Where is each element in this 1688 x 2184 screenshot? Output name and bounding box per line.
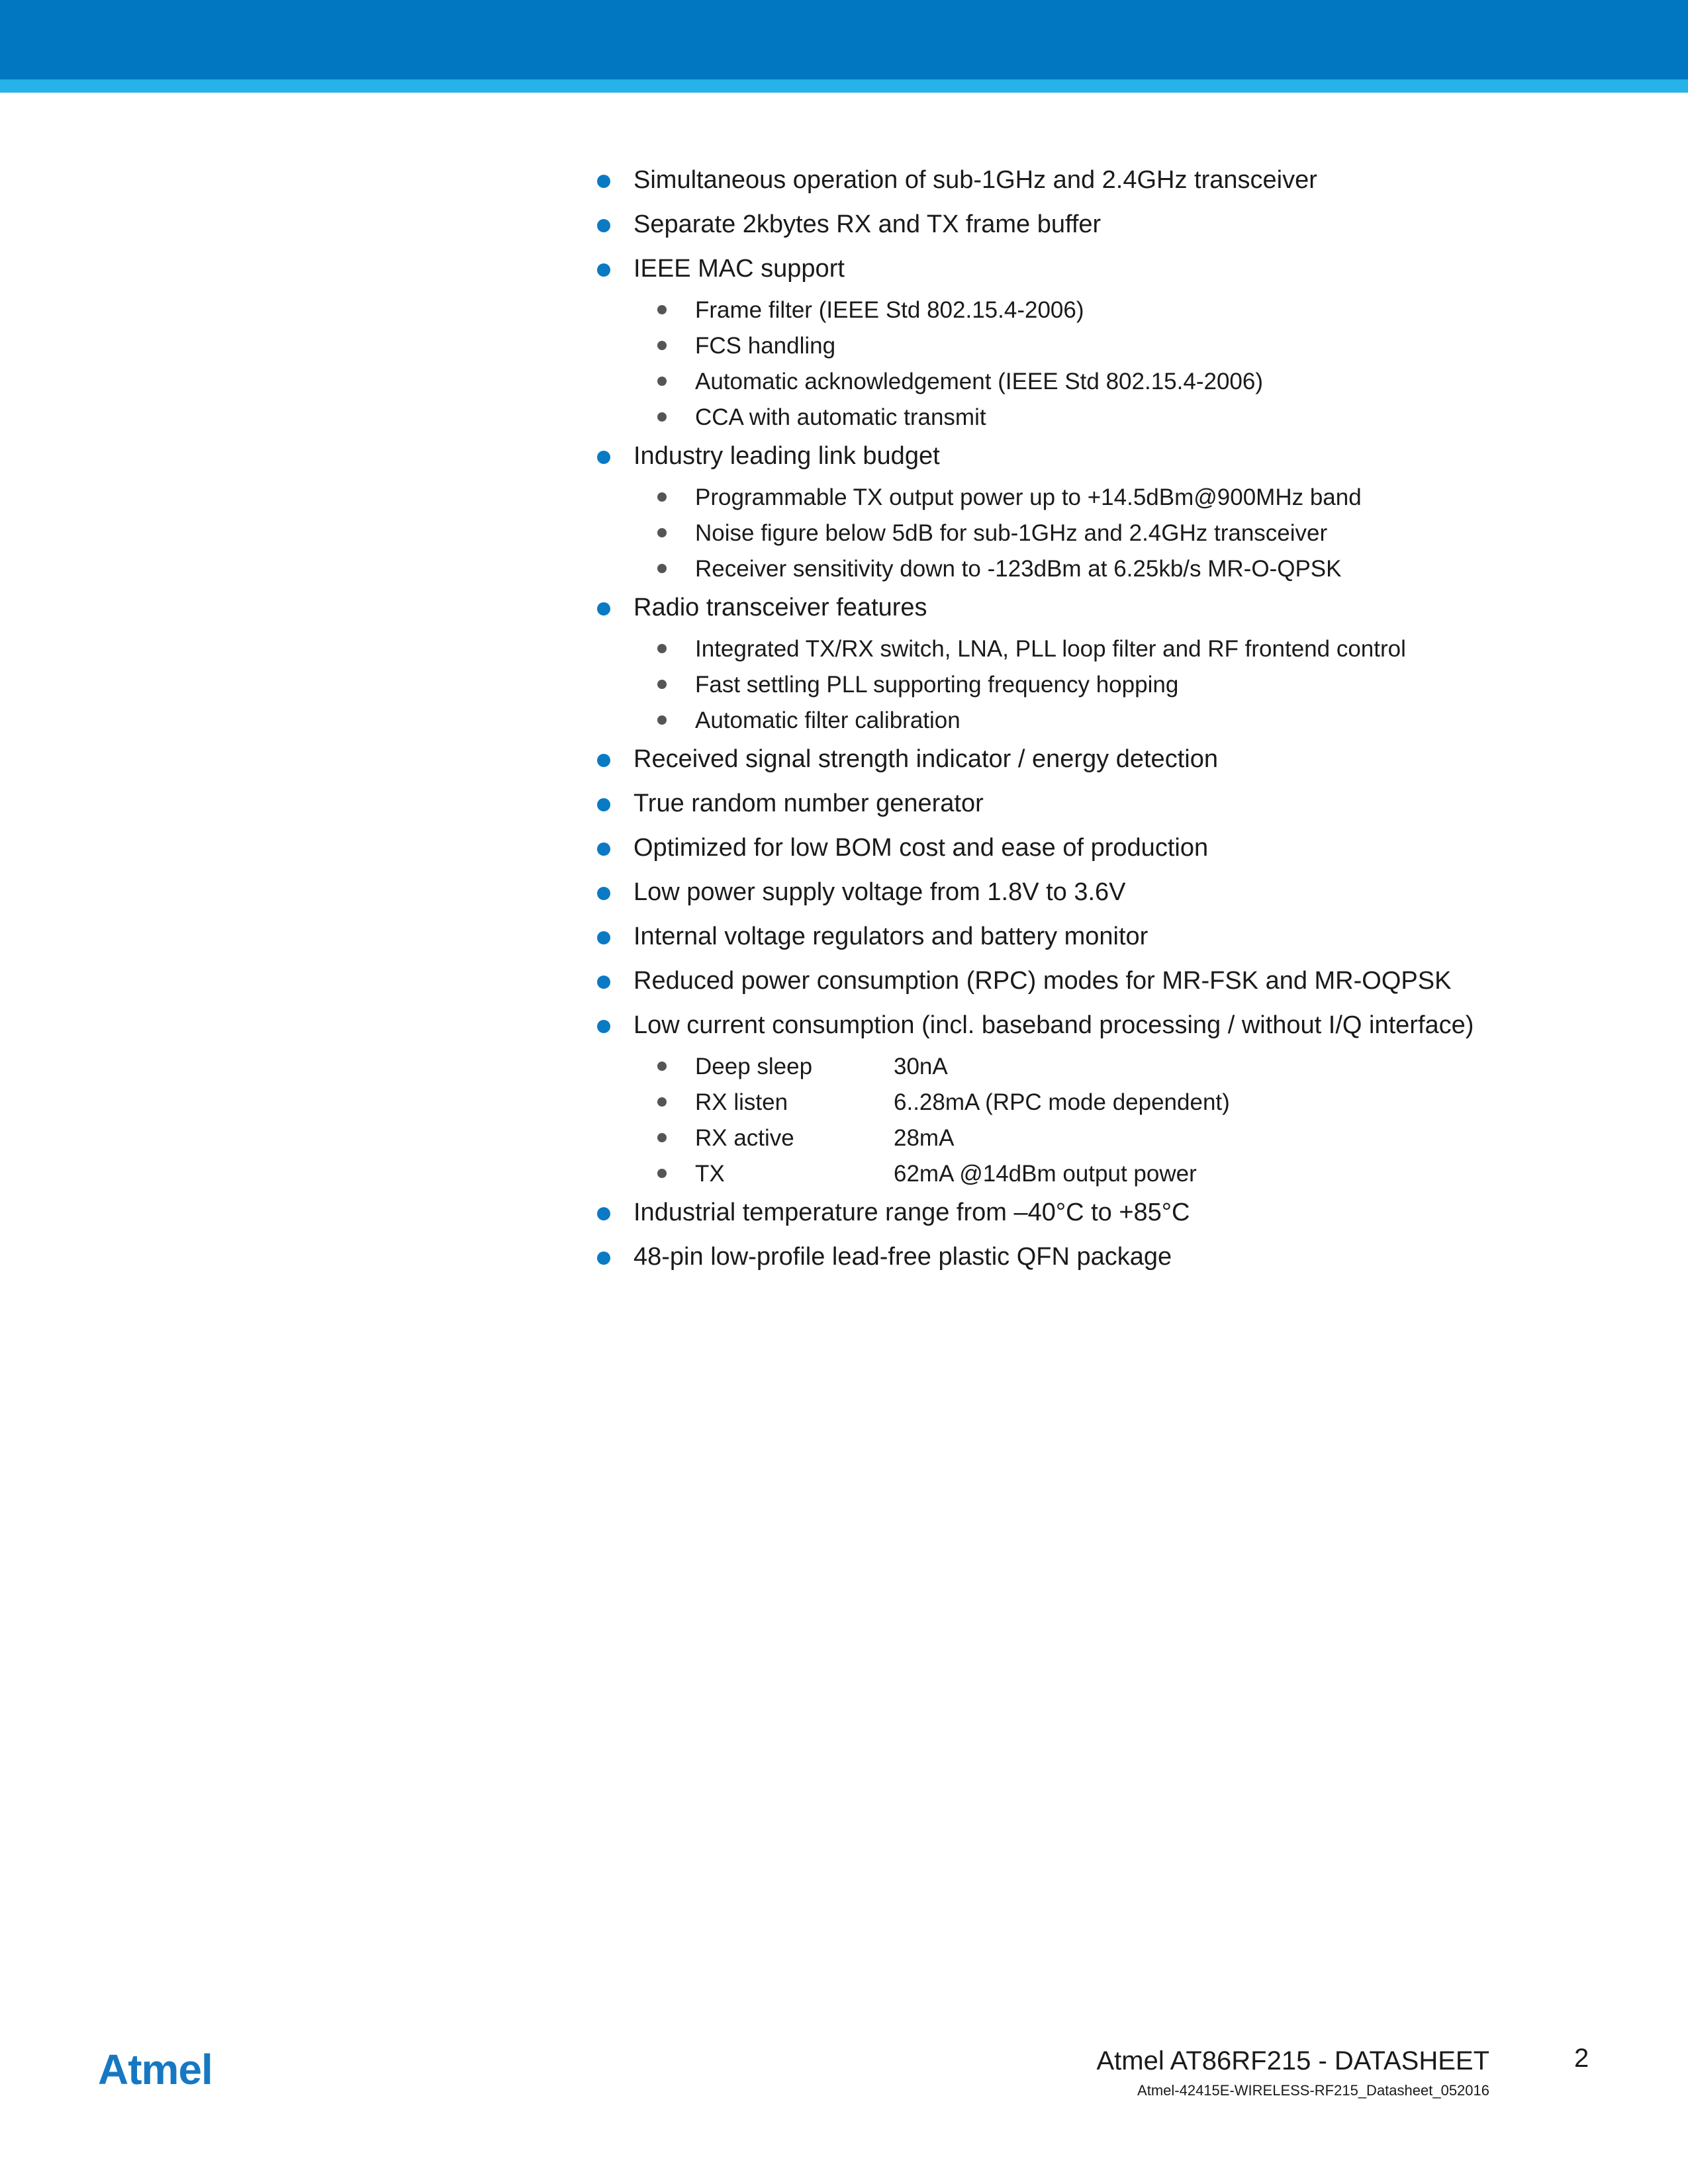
sub-bullet-icon bbox=[657, 680, 667, 689]
bullet-icon bbox=[597, 1020, 610, 1033]
sub-bullet-icon bbox=[657, 377, 667, 386]
feature-item: Industry leading link budget bbox=[0, 435, 1688, 479]
feature-item: Simultaneous operation of sub-1GHz and 2.4GHz transceiver bbox=[0, 159, 1688, 203]
bullet-icon bbox=[597, 842, 610, 856]
bullet-icon bbox=[597, 976, 610, 989]
feature-subitem: Integrated TX/RX switch, LNA, PLL loop filter and RF frontend control bbox=[0, 631, 1688, 666]
bullet-icon bbox=[597, 754, 610, 767]
feature-item: Industrial temperature range from –40°C to +85°C bbox=[0, 1191, 1688, 1236]
bullet-icon bbox=[597, 1207, 610, 1220]
page-number: 2 bbox=[1574, 2044, 1589, 2073]
bullet-icon bbox=[597, 263, 610, 277]
sub-bullet-icon bbox=[657, 1133, 667, 1142]
bullet-icon bbox=[597, 1251, 610, 1265]
sub-bullet-icon bbox=[657, 715, 667, 725]
atmel-logo: Atmel bbox=[98, 2046, 212, 2093]
bullet-icon bbox=[597, 451, 610, 464]
current-row bbox=[0, 1084, 1688, 1120]
feature-item: Optimized for low BOM cost and ease of production bbox=[0, 827, 1688, 871]
sub-bullet-icon bbox=[657, 644, 667, 653]
feature-item: Low current consumption (incl. baseband processing / without I/Q interface) bbox=[0, 1004, 1688, 1048]
current-value: 28mA bbox=[894, 1125, 955, 1151]
current-row bbox=[0, 1120, 1688, 1156]
sub-bullet-icon bbox=[657, 528, 667, 537]
header-stripe bbox=[0, 79, 1688, 93]
feature-subitem: CCA with automatic transmit bbox=[0, 399, 1688, 435]
bullet-icon bbox=[597, 887, 610, 900]
sub-bullet-icon bbox=[657, 1062, 667, 1071]
sub-bullet-icon bbox=[657, 1097, 667, 1107]
footer-title: Atmel AT86RF215 - DATASHEET bbox=[1096, 2046, 1489, 2075]
feature-item: Reduced power consumption (RPC) modes for MR-FSK and MR-OQPSK bbox=[0, 960, 1688, 1004]
current-mode-label: Deep sleep bbox=[695, 1054, 813, 1079]
current-value: 62mA @14dBm output power bbox=[894, 1161, 1197, 1187]
feature-subitem: Fast settling PLL supporting frequency hopping bbox=[0, 666, 1688, 702]
feature-subitem: Receiver sensitivity down to -123dBm at 6.25kb/s MR-O-QPSK bbox=[0, 551, 1688, 586]
sub-bullet-icon bbox=[657, 564, 667, 573]
sub-bullet-icon bbox=[657, 1169, 667, 1178]
sub-bullet-icon bbox=[657, 412, 667, 422]
feature-list bbox=[0, 159, 1688, 1280]
bullet-icon bbox=[597, 219, 610, 232]
bullet-icon bbox=[597, 175, 610, 188]
feature-item: Low power supply voltage from 1.8V to 3.6V bbox=[0, 871, 1688, 915]
feature-item: Internal voltage regulators and battery monitor bbox=[0, 915, 1688, 960]
feature-item: 48-pin low-profile lead-free plastic QFN package bbox=[0, 1236, 1688, 1280]
current-mode-label: TX bbox=[695, 1161, 725, 1187]
footer-doc-id: Atmel-42415E-WIRELESS-RF215_Datasheet_052016 bbox=[1137, 2082, 1489, 2099]
feature-item: IEEE MAC support bbox=[0, 248, 1688, 292]
feature-item: True random number generator bbox=[0, 782, 1688, 827]
bullet-icon bbox=[597, 931, 610, 944]
bullet-icon bbox=[597, 798, 610, 811]
sub-bullet-icon bbox=[657, 492, 667, 502]
current-row bbox=[0, 1156, 1688, 1191]
feature-item: Separate 2kbytes RX and TX frame buffer bbox=[0, 203, 1688, 248]
feature-subitem: Automatic acknowledgement (IEEE Std 802.15.4-2006) bbox=[0, 363, 1688, 399]
current-row bbox=[0, 1048, 1688, 1084]
current-mode-label: RX active bbox=[695, 1125, 794, 1151]
feature-subitem: Noise figure below 5dB for sub-1GHz and 2.4GHz transceiver bbox=[0, 515, 1688, 551]
sub-bullet-icon bbox=[657, 341, 667, 350]
current-mode-label: RX listen bbox=[695, 1089, 788, 1115]
current-value: 6..28mA (RPC mode dependent) bbox=[894, 1089, 1230, 1115]
feature-subitem: Programmable TX output power up to +14.5dBm@900MHz band bbox=[0, 479, 1688, 515]
sub-bullet-icon bbox=[657, 305, 667, 314]
feature-subitem: Automatic filter calibration bbox=[0, 702, 1688, 738]
feature-subitem: Frame filter (IEEE Std 802.15.4-2006) bbox=[0, 292, 1688, 328]
header-bar bbox=[0, 0, 1688, 79]
current-value: 30nA bbox=[894, 1054, 948, 1079]
bullet-icon bbox=[597, 602, 610, 615]
feature-subitem: FCS handling bbox=[0, 328, 1688, 363]
feature-item: Radio transceiver features bbox=[0, 586, 1688, 631]
feature-item: Received signal strength indicator / energy detection bbox=[0, 738, 1688, 782]
